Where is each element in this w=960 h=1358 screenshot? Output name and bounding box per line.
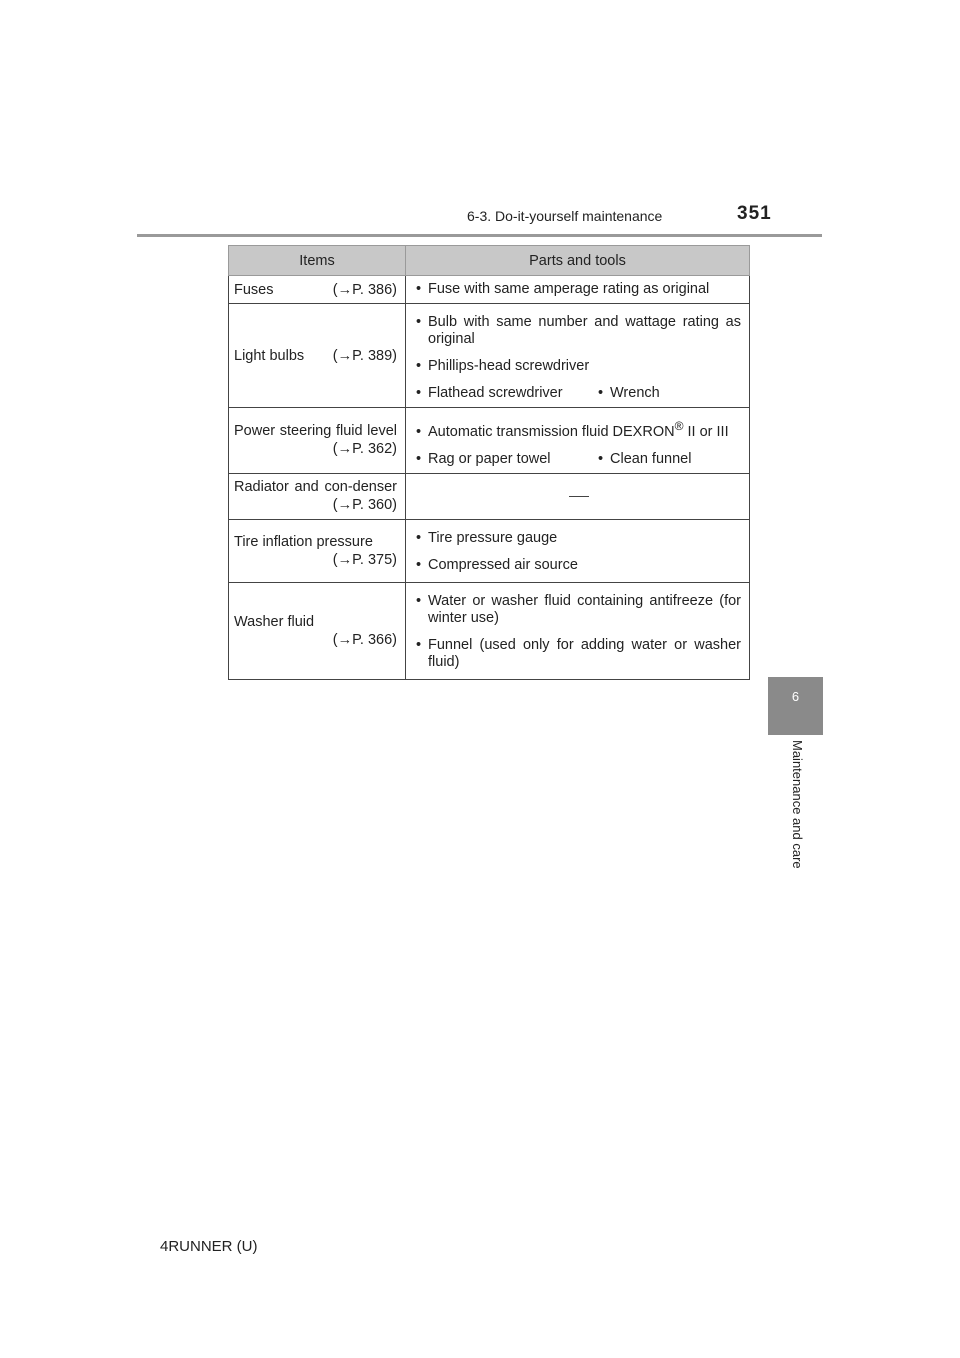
column-header-parts: Parts and tools [406, 246, 750, 276]
tools-cell [406, 276, 750, 304]
tool-item: • Compressed air source [416, 557, 741, 574]
item-ref: (→P. 366) [332, 631, 397, 648]
tool-item: • Phillips-head screwdriver [416, 358, 741, 375]
chapter-label: Maintenance and care [790, 740, 805, 869]
item-ref: (→P. 386) [332, 281, 397, 298]
item-cell [229, 519, 406, 582]
tools-cell [406, 304, 750, 408]
tool-item: • Wrench [598, 385, 660, 401]
tools-cell [406, 582, 750, 679]
item-cell [229, 582, 406, 679]
footer-model: 4RUNNER (U) [160, 1238, 258, 1255]
tool-pair [416, 385, 741, 401]
tool-item: • Tire pressure gauge [416, 530, 741, 547]
table-row [229, 473, 750, 519]
item-ref: (→P. 389) [332, 347, 397, 364]
item-name: Washer fluid [234, 613, 315, 630]
table-row [229, 304, 750, 408]
page-number: 351 [737, 203, 772, 224]
tools-cell [406, 408, 750, 474]
tool-item: • Fuse with same amperage rating as original [416, 281, 741, 298]
parts-table [228, 245, 750, 680]
item-ref: (→P. 362) [332, 441, 397, 458]
tool-item: • Clean funnel [598, 451, 691, 467]
item-name: Tire inflation pressure [234, 533, 373, 550]
page-header [137, 200, 822, 237]
tool-item: • Bulb with same number and wattage rating as original [416, 314, 741, 348]
item-name: Light bulbs [234, 347, 305, 364]
item-cell [229, 304, 406, 408]
tool-item: • Rag or paper towel [416, 451, 598, 467]
chapter-tab: 6 [768, 677, 823, 735]
table-header-row [229, 246, 750, 276]
item-ref: (→P. 360) [332, 497, 397, 514]
tool-item [416, 418, 741, 441]
registered-mark: ® [674, 419, 684, 433]
column-header-items: Items [229, 246, 406, 276]
tool-text: II or III [683, 423, 729, 440]
item-cell [229, 408, 406, 474]
tools-cell-empty [406, 473, 750, 519]
section-title: 6-3. Do-it-yourself maintenance [467, 208, 663, 224]
item-ref: (→P. 375) [332, 551, 397, 568]
table-row [229, 276, 750, 304]
table-row [229, 519, 750, 582]
dash-mark [569, 496, 589, 497]
item-cell [229, 473, 406, 519]
table-row [229, 582, 750, 679]
table-row [229, 408, 750, 474]
tools-cell [406, 519, 750, 582]
tool-text: Automatic transmission fluid DEXRON [428, 423, 675, 440]
item-cell [229, 276, 406, 304]
tool-item: • Funnel (used only for adding water or washer fluid) [416, 637, 741, 671]
tool-pair [416, 451, 741, 467]
tool-item: • Water or washer fluid containing antifreeze (for winter use) [416, 593, 741, 627]
item-name: Power steering fluid level [234, 423, 397, 440]
item-name: Fuses [234, 281, 274, 298]
item-name: Radiator and con-denser [234, 479, 397, 496]
tool-item: • Flathead screwdriver [416, 385, 598, 401]
